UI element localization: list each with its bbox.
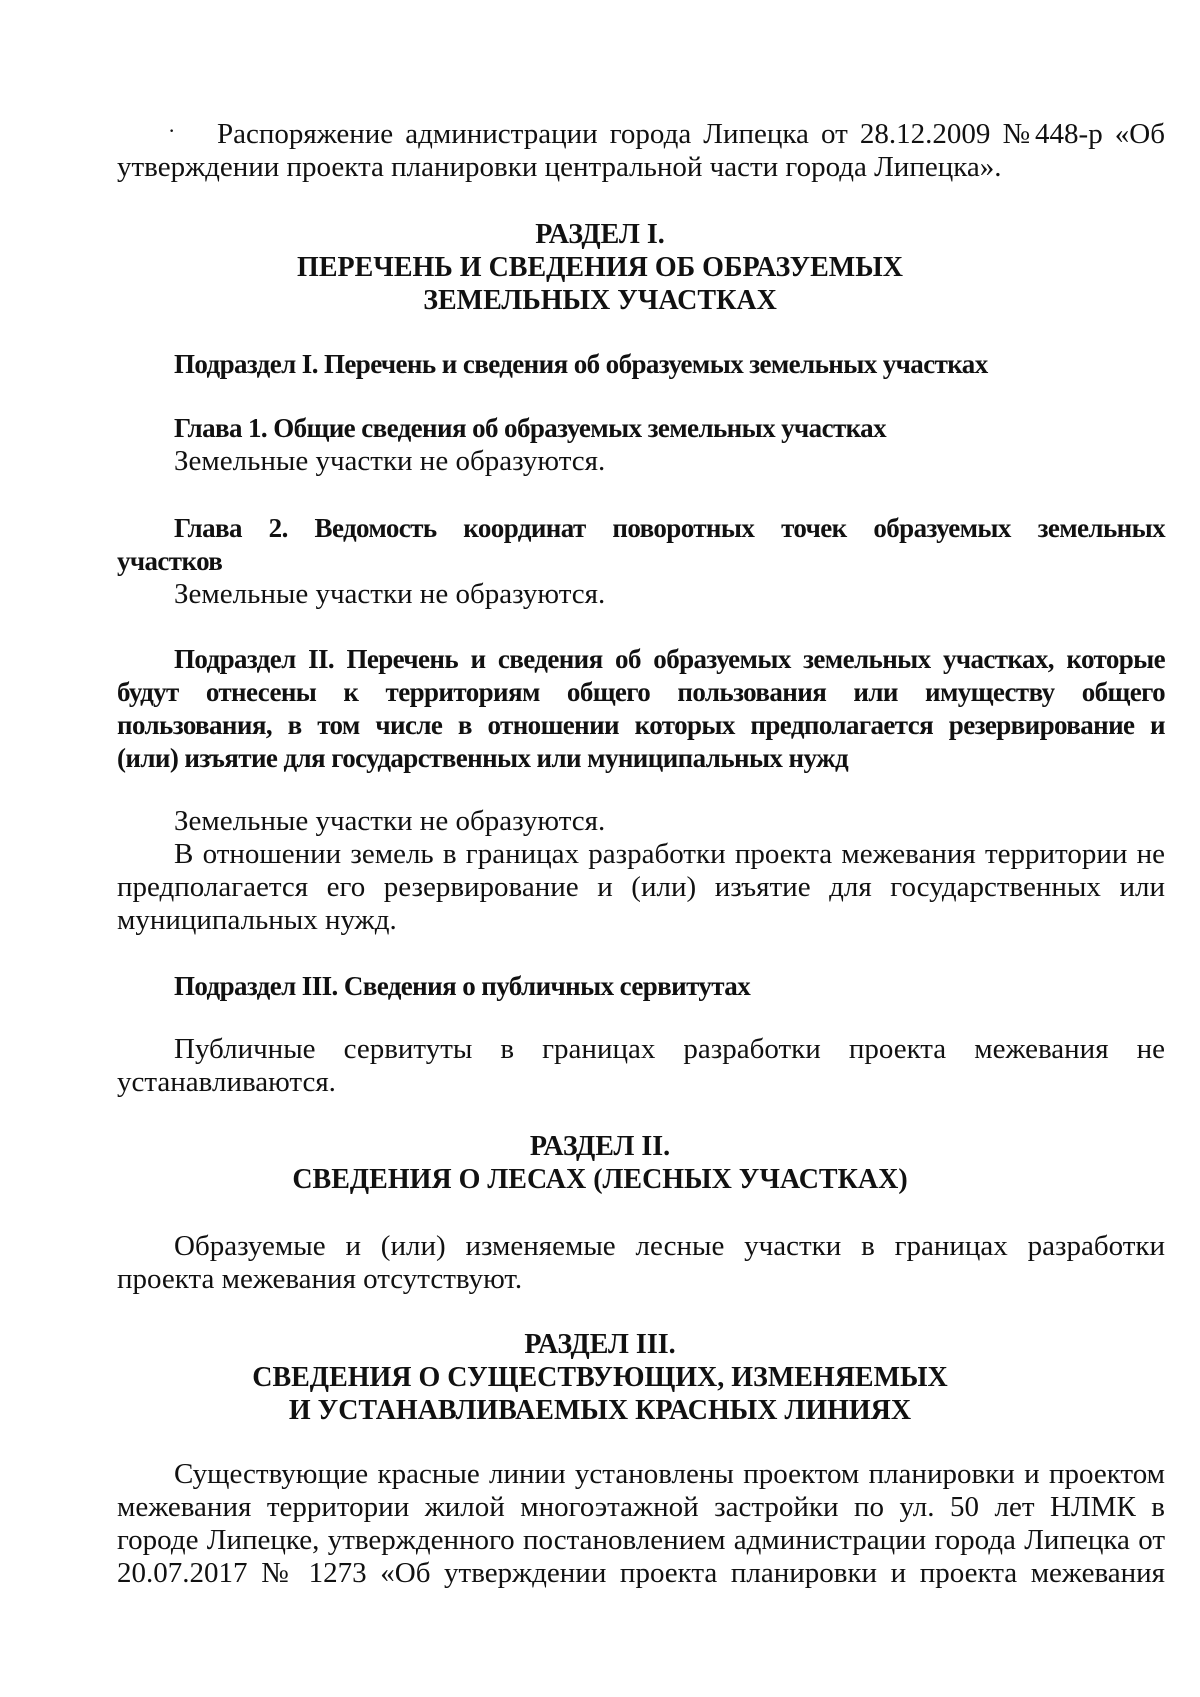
subsection-3-text-line-1: Публичные сервитуты в границах разработки проекта межевания не xyxy=(174,1033,1165,1065)
section-3-title-line-1: СВЕДЕНИЯ О СУЩЕСТВУЮЩИХ, ИЗМЕНЯЕМЫХ xyxy=(252,1362,948,1393)
intro-paragraph xyxy=(117,118,1165,184)
subsection-2-title-line-2: будут отнесены к территориям общего пользования или имуществу общего xyxy=(117,677,1165,707)
chapter-2-title-line-2: участков xyxy=(117,546,223,576)
subsection-2-title-block xyxy=(117,643,1165,775)
subsection-2-text-2-line-2: предполагается его резервирование и (или) изъятие для государственных или xyxy=(117,871,1165,903)
subsection-3-text-line-2: устанавливаются. xyxy=(117,1066,336,1098)
section-2-text-line-1: Образуемые и (или) изменяемые лесные участки в границах разработки xyxy=(174,1230,1165,1262)
section-3-heading xyxy=(0,1328,1200,1427)
section-3-label: РАЗДЕЛ III. xyxy=(524,1329,676,1360)
section-2-label: РАЗДЕЛ II. xyxy=(529,1131,671,1162)
section-3-text-line-4: 20.07.2017 № 1273 «Об утверждении проекта планировки и проекта межевания xyxy=(117,1557,1165,1589)
intro-line-2: утверждении проекта планировки центральной части города Липецка». xyxy=(117,151,1002,183)
section-3-text-line-2: межевания территории жилой многоэтажной застройки по ул. 50 лет НЛМК в xyxy=(117,1491,1165,1523)
section-1-heading xyxy=(0,218,1200,317)
section-3-text-line-1: Существующие красные линии установлены проектом планировки и проектом xyxy=(174,1458,1165,1490)
section-1-title-line-1: ПЕРЕЧЕНЬ И СВЕДЕНИЯ ОБ ОБРАЗУЕМЫХ xyxy=(297,252,903,283)
subsection-2-text-1: Земельные участки не образуются. xyxy=(174,805,606,837)
chapter-2-title-line-1: Глава 2. Ведомость координат поворотных точек образуемых земельных xyxy=(174,513,1165,543)
subsection-2-title-line-4: (или) изъятие для государственных или муниципальных нужд xyxy=(117,743,849,773)
subsection-1-title-block xyxy=(117,348,1165,381)
chapter-1-title: Глава 1. Общие сведения об образуемых земельных участках xyxy=(174,413,886,443)
subsection-2-title-line-3: пользования, в том числе в отношении которых предполагается резервирование и xyxy=(117,710,1165,740)
subsection-3-body xyxy=(117,1033,1165,1099)
intro-line-1: Распоряжение администрации города Липецка от 28.12.2009 №448-р «Об xyxy=(217,118,1165,150)
subsection-2-text-2-line-3: муниципальных нужд. xyxy=(117,904,397,936)
section-3-text-line-3: городе Липецке, утвержденного постановлением администрации города Липецка от xyxy=(117,1524,1165,1556)
bullet-marker: · xyxy=(168,118,176,143)
chapter-1-block xyxy=(117,412,1165,478)
subsection-2-title-line-1: Подраздел II. Перечень и сведения об образуемых земельных участках, которые xyxy=(174,644,1165,674)
section-1-title-line-2: ЗЕМЕЛЬНЫХ УЧАСТКАХ xyxy=(423,285,777,316)
subsection-3-title-block xyxy=(117,970,1165,1003)
section-2-title: СВЕДЕНИЯ О ЛЕСАХ (ЛЕСНЫХ УЧАСТКАХ) xyxy=(292,1164,908,1195)
section-2-body xyxy=(117,1230,1165,1296)
chapter-1-text: Земельные участки не образуются. xyxy=(174,445,606,477)
subsection-2-body xyxy=(117,805,1165,937)
chapter-2-text: Земельные участки не образуются. xyxy=(174,578,606,610)
chapter-2-block xyxy=(117,512,1165,611)
section-3-title-line-2: И УСТАНАВЛИВАЕМЫХ КРАСНЫХ ЛИНИЯХ xyxy=(288,1395,912,1426)
section-2-text-line-2: проекта межевания отсутствуют. xyxy=(117,1263,523,1295)
subsection-1-title: Подраздел I. Перечень и сведения об образуемых земельных участках xyxy=(174,349,988,379)
subsection-3-title: Подраздел III. Сведения о публичных сервитутах xyxy=(174,971,751,1001)
section-1-label: РАЗДЕЛ I. xyxy=(535,219,665,250)
section-3-body xyxy=(117,1458,1165,1590)
subsection-2-text-2-line-1: В отношении земель в границах разработки проекта межевания территории не xyxy=(174,838,1165,870)
section-2-heading xyxy=(0,1130,1200,1196)
